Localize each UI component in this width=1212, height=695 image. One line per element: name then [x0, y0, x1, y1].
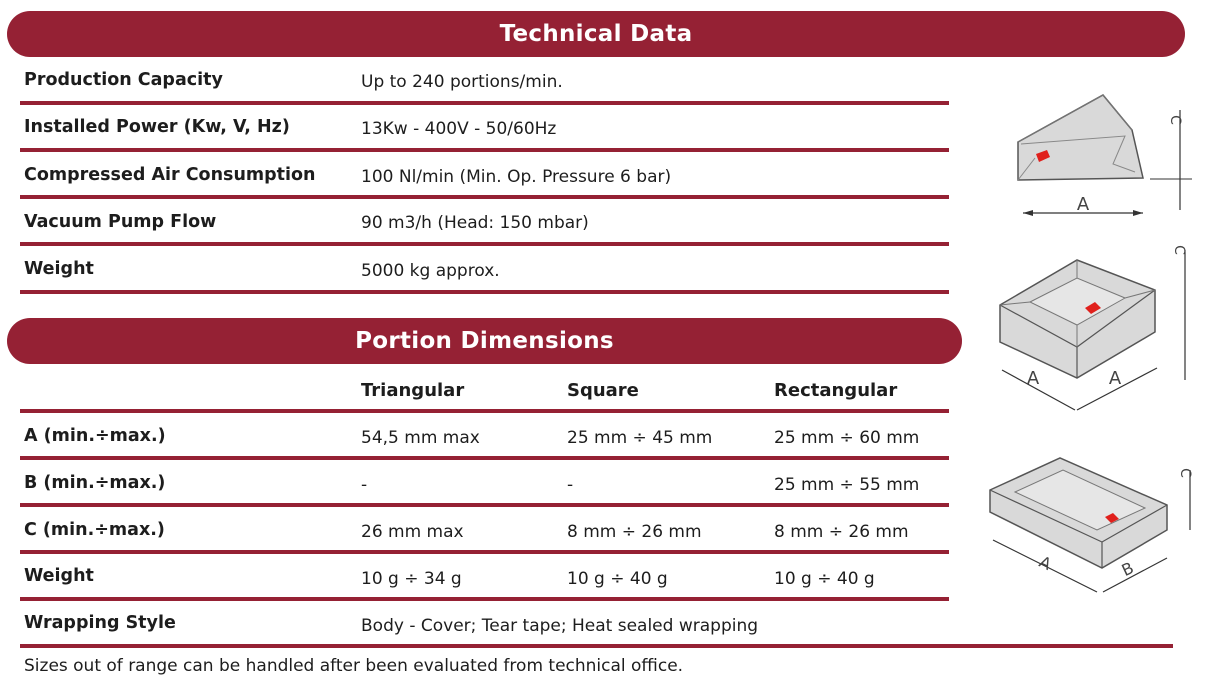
installed-power-label: Installed Power (Kw, V, Hz) [24, 117, 290, 137]
dim-b-triangular: - [361, 475, 368, 495]
row-divider [20, 148, 949, 152]
dim-b-label: B (min.÷max.) [24, 473, 166, 493]
triangular-c-label: C [1167, 115, 1183, 125]
rectangular-b-label: B [1118, 558, 1137, 580]
dim-a-square: 25 mm ÷ 45 mm [567, 428, 713, 448]
installed-power-value: 13Kw - 400V - 50/60Hz [361, 119, 557, 139]
square-a2-label: A [1108, 368, 1122, 389]
square-portion-diagram [1000, 245, 1187, 410]
vacuum-pump-value: 90 m3/h (Head: 150 mbar) [361, 213, 589, 233]
dim-c-label: C (min.÷max.) [24, 520, 165, 540]
air-consumption-label: Compressed Air Consumption [24, 165, 316, 185]
footnote: Sizes out of range can be handled after been evaluated from technical office. [24, 656, 684, 676]
portion-dimensions-title: Portion Dimensions [7, 318, 962, 364]
portion-weight-square: 10 g ÷ 40 g [567, 569, 668, 589]
column-header-triangular: Triangular [361, 380, 465, 401]
row-divider [20, 290, 949, 294]
dim-c-rectangular: 8 mm ÷ 26 mm [774, 522, 909, 542]
row-divider [20, 409, 949, 413]
air-consumption-value: 100 Nl/min (Min. Op. Pressure 6 bar) [361, 167, 672, 187]
dim-a-triangular: 54,5 mm max [361, 428, 480, 448]
column-header-rectangular: Rectangular [774, 380, 898, 401]
portion-weight-rectangular: 10 g ÷ 40 g [774, 569, 875, 589]
dim-c-triangular: 26 mm max [361, 522, 464, 542]
wrapping-style-value: Body - Cover; Tear tape; Heat sealed wrapping [361, 616, 759, 636]
production-capacity-label: Production Capacity [24, 70, 223, 90]
dim-a-label: A (min.÷max.) [24, 426, 166, 446]
square-a1-label: A [1026, 368, 1040, 389]
machine-weight-label: Weight [24, 259, 94, 279]
row-divider [20, 195, 949, 199]
production-capacity-value: Up to 240 portions/min. [361, 72, 563, 92]
machine-weight-value: 5000 kg approx. [361, 261, 500, 281]
dim-b-square: - [567, 475, 574, 495]
triangular-a-label: A [1076, 194, 1090, 215]
vacuum-pump-label: Vacuum Pump Flow [24, 212, 217, 232]
row-divider [20, 242, 949, 246]
dim-b-rectangular: 25 mm ÷ 55 mm [774, 475, 920, 495]
row-divider [20, 101, 949, 105]
rectangular-portion-diagram [990, 458, 1193, 592]
dim-c-square: 8 mm ÷ 26 mm [567, 522, 702, 542]
dim-a-rectangular: 25 mm ÷ 60 mm [774, 428, 920, 448]
wrapping-style-label: Wrapping Style [24, 613, 176, 633]
portion-weight-triangular: 10 g ÷ 34 g [361, 569, 462, 589]
rectangular-c-label: C [1177, 468, 1193, 478]
square-c-label: C [1171, 245, 1187, 255]
rectangular-a-label: A [1036, 552, 1055, 574]
column-header-square: Square [567, 380, 639, 401]
footer-divider [20, 644, 1173, 648]
row-divider [20, 550, 949, 554]
row-divider [20, 503, 949, 507]
portion-diagrams [985, 80, 1200, 610]
portion-weight-label: Weight [24, 566, 94, 586]
row-divider [20, 597, 949, 601]
triangular-portion-diagram [1018, 95, 1192, 216]
row-divider [20, 456, 949, 460]
technical-data-title: Technical Data [7, 11, 1185, 57]
